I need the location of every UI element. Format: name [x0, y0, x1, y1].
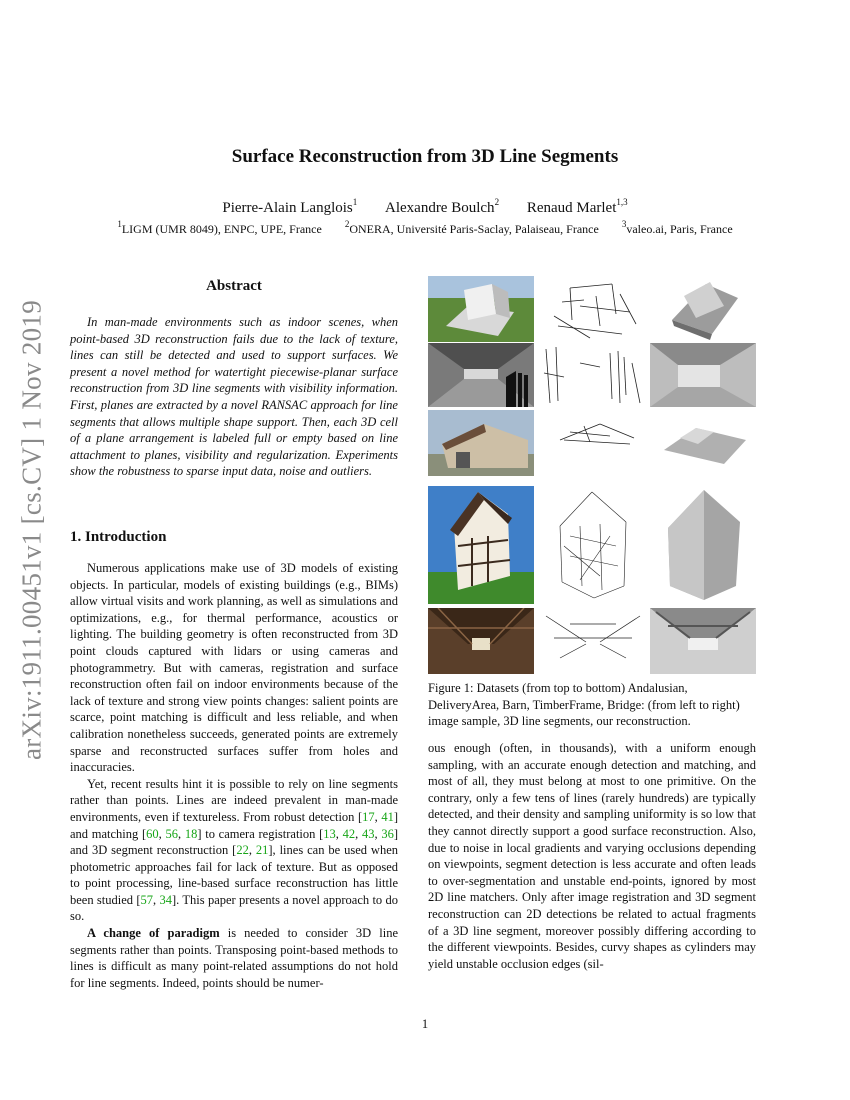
citation-link[interactable]: 18 — [184, 826, 198, 841]
affiliation: $^2$ONERA, Université Paris-Saclay, Palaiseau, France — [344, 219, 599, 236]
author-name: Renaud Marlet — [526, 200, 617, 216]
paper-title: Surface Reconstruction from 3D Line Segments — [231, 146, 619, 167]
author: Renaud Marlet$^{1,3}$ — [526, 197, 628, 216]
citation-link[interactable]: 41 — [381, 809, 394, 824]
figure-caption: Figure 1: Datasets (from top to bottom) Andalusian, DeliveryArea, Barn, TimberFrame, Bridge: (from left to right) image sample, 3D line segments, our reconstruction. — [428, 681, 740, 729]
citation-link[interactable]: 13 — [323, 826, 336, 841]
arxiv-stamp — [14, 280, 50, 780]
figure-row-bridge — [428, 608, 756, 674]
citation-link[interactable]: 57 — [140, 892, 154, 907]
author: Pierre-Alain Langlois$^1$ — [222, 197, 358, 216]
paragraph: Yet, recent results hint it is possible to rely on line segments rather than points. Lines are indeed prevalent in man-made environments, even if textureless. From robust detection [17, 41] and matching [60, 56, 18] to camera registration [13, 42, 43, 36] and 3D segment reconstruction [22, 21], lines can be used when photometric approaches fail for lack of texture. But as opposed to point processing, line-based surface reconstruction has little been studied [57, 34]. This paper presents a novel approach to do so. — [70, 776, 399, 924]
line-segments — [540, 276, 646, 342]
line-segments — [540, 343, 646, 407]
image-sample — [428, 276, 534, 342]
author: Alexandre Boulch$^2$ — [385, 197, 500, 216]
citation-link[interactable]: 22 — [236, 843, 249, 858]
affiliation: $^1$LIGM (UMR 8049), ENPC, UPE, France — [117, 219, 322, 236]
page-number: 1 — [421, 1017, 429, 1031]
section-heading-introduction: 1. Introduction — [70, 529, 167, 545]
right-column-body: ous enough (often, in thousands), with a uniform enough sampling, with an accurate enough detection and matching, and most of all, they must belong at most to one primitive. On the contrary, only a few tens of lines (rarely hundreds) are typically detected, and their density and sampling uniformity is so low that they cannot directly support a good surface reconstruction. Also, due to noise in local gradients and varying occlusions depending on viewpoints, segment detection is less accurate and often leads to over-segmentation and unstable end-points, ignored by most 2D line matchers. Only after image registration and 3D segment reconstruction can 2D detections be related to actual fragments of a 3D line segment, moreover possibly differing according to the different viewpoints. Besides, curvy shapes as cylinders may yield unstable occlusion edges (sil- — [428, 741, 756, 971]
author-name: Pierre-Alain Langlois — [222, 200, 353, 216]
affiliation: $^3$valeo.ai, Paris, France — [621, 219, 733, 236]
line-segments — [540, 410, 646, 476]
image-sample — [428, 486, 534, 604]
reconstruction — [650, 276, 756, 342]
paragraph: Numerous applications make use of 3D models of existing objects. In particular, models of existing buildings (e.g., BIMs) allow virtual visits and work planning, as well as simulations and optimizations, e.g., for thermal performance, acoustics or lighting. The building geometry is often reconstructed from 3D point clouds captured with lidars or using cameras and photogrammetry. But with cameras, registration and surface reconstruction often fail on indoor environments because of the lack of texture and strong view points changes: salient points are scarce, point matching is difficult and less reliable, and when calibration nonetheless succeeds, generated points are extremely sparse and reconstructed surfaces suffer from holes and inaccuracies. — [70, 561, 398, 775]
citation-link[interactable]: 21 — [255, 843, 269, 858]
line-segments — [540, 608, 646, 674]
citation-link[interactable]: 17 — [362, 809, 375, 824]
citation-link[interactable]: 43 — [361, 826, 375, 841]
abstract-text: In man-made environments such as indoor scenes, when point-based 3D reconstruction fails due to the lack of texture, lines can still be detected and used to support surfaces. We present a novel method for watertight piecewise-planar surface reconstruction from 3D line segments with visibility information. First, planes are extracted by a novel RANSAC approach for line segments that allows multiple shape support. Then, each 3D cell of a plane arrangement is labeled full or empty based on line attachment to planes, visibility and regularization. Experiments show the robustness to sparse input data, noise and outliers. — [70, 315, 398, 479]
citation-link[interactable]: 36 — [381, 826, 394, 841]
reconstruction — [650, 410, 756, 476]
citation-link[interactable]: 42 — [342, 826, 356, 841]
line-segments — [540, 486, 646, 604]
author-name: Alexandre Boulch — [385, 200, 495, 216]
author-list — [0, 197, 850, 217]
figure-row-deliveryarea — [428, 343, 756, 407]
image-sample — [428, 608, 534, 674]
figure-row-barn — [428, 410, 756, 476]
citation-link[interactable]: 56 — [165, 826, 179, 841]
affiliation-list — [0, 219, 850, 237]
bold-lead: A change of paradigm — [87, 926, 220, 941]
introduction-body — [70, 560, 398, 991]
reconstruction — [650, 608, 756, 674]
reconstruction — [650, 343, 756, 407]
image-sample — [428, 343, 534, 407]
arxiv-id[interactable]: arXiv:1911.00451v1 [cs.CV] 1 Nov 2019 — [16, 299, 47, 761]
abstract-heading: Abstract — [206, 278, 262, 294]
paragraph: A change of paradigm is needed to consider 3D line segments rather than points. Transposing point-based methods to lines is difficult as many point-related assumptions do not hold for line segments. Indeed, points should be numer- — [70, 926, 398, 990]
reconstruction — [650, 486, 756, 604]
figure-row-andalusian — [428, 276, 756, 342]
image-sample — [428, 410, 534, 476]
figure-row-timberframe — [428, 486, 756, 604]
citation-link[interactable]: 34 — [159, 892, 172, 907]
citation-link[interactable]: 60 — [146, 826, 159, 841]
